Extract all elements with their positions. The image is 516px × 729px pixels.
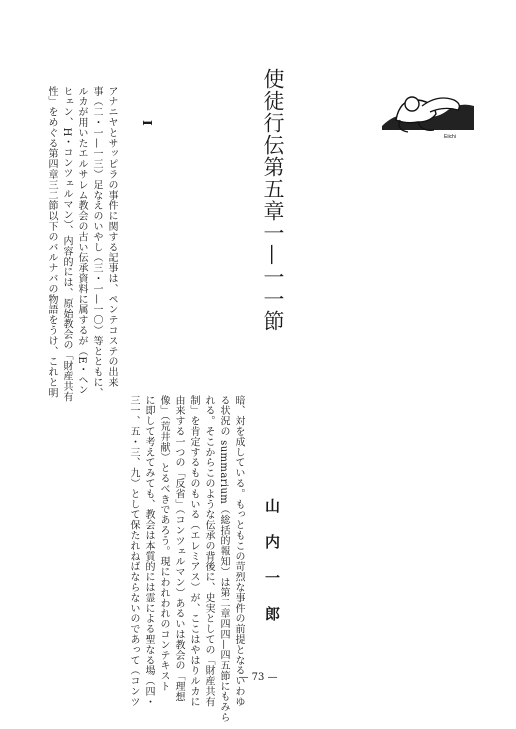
paragraph-top xyxy=(44,86,119,403)
text-line: 事（二・一—一三）足なえのいやし（三・一—一〇）等とともに、 xyxy=(91,86,102,398)
text-line: 暗、対を成している。もっともこの苛烈な事件の前提となるいわゆ xyxy=(233,395,244,707)
text-line: ヒェン、H・コンツェルマン）、内容的には、原始教会の「財産共有 xyxy=(61,86,72,403)
ornament-figure-head xyxy=(405,97,419,111)
text-line: 由来する一つの「反省」（コンツェルマン）あるいは教会の「理想 xyxy=(173,395,184,702)
text-line: 性」をめぐる第四章三二節以下のバルナバの物語をうけ、これと明 xyxy=(46,86,57,398)
author-name: 山内一郎 xyxy=(263,498,281,642)
ornament-illustration xyxy=(378,80,478,140)
text-line: に即して考えてみても、教会は本質的には霊による聖なる場（四・ xyxy=(143,395,154,707)
text-line: る状況の summarium（総括的報知）は第二章四四—四五節にもみら xyxy=(218,395,229,723)
section-number: I xyxy=(140,120,154,126)
text-line: 三一、五・三、九）として保たれねばならないのであって（コンツ xyxy=(128,395,139,707)
article-title: 使徒行伝第五章一—一一節 xyxy=(261,68,285,332)
ornament-caption: Eiichi xyxy=(444,134,456,140)
page-number: — 73 — xyxy=(238,672,278,683)
text-line: 像」（荒井献）とるべきであろう。現にわれわれのコンテキスト xyxy=(158,395,169,692)
paragraph-bottom xyxy=(126,395,246,723)
text-line: れる。そこからこのような伝承の背後に、史実としての「財産共有 xyxy=(203,395,214,707)
text-line: アナニヤとサッピラの事件に関する記事は、ペンテコステの出来 xyxy=(106,86,117,388)
text-line: ルカが用いたエルサレム教会の古い伝承資料に属するが（E・ヘン xyxy=(76,86,87,396)
text-line: 制」を肯定するものもいる（エレミアス）が、ここはやはりルカに xyxy=(188,395,199,707)
